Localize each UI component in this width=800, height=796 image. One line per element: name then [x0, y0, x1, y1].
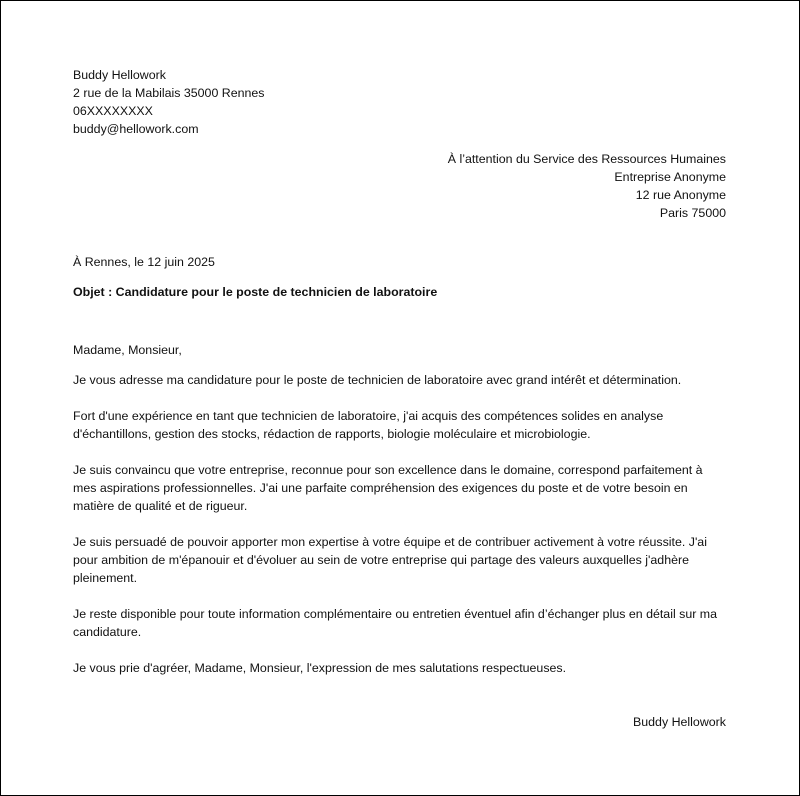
- sender-phone: 06XXXXXXXX: [73, 104, 153, 118]
- sender-address: 2 rue de la Mabilais 35000 Rennes: [73, 86, 265, 100]
- paragraph: Je vous prie d'agréer, Madame, Monsieur, l'expression de mes salutations respectueuses.: [73, 661, 567, 675]
- sender-name: Buddy Hellowork: [73, 68, 166, 82]
- recipient-city: Paris 75000: [659, 206, 726, 220]
- sender-email: buddy@hellowork.com: [73, 122, 199, 136]
- signature: Buddy Hellowork: [633, 715, 726, 729]
- recipient-street: 12 rue Anonyme: [635, 188, 726, 202]
- recipient-company: Entreprise Anonyme: [614, 170, 726, 184]
- recipient-block: [73, 150, 726, 222]
- sender-block: [73, 66, 726, 138]
- date-line: À Rennes, le 12 juin 2025: [73, 255, 215, 269]
- recipient-attention: À l’attention du Service des Ressources Humaines: [447, 152, 726, 166]
- paragraph: Je vous adresse ma candidature pour le poste de technicien de laboratoire avec grand intérêt et détermination.: [73, 373, 682, 387]
- paragraph: Je suis convaincu que votre entreprise, reconnue pour son excellence dans le domaine, correspond parfaitement à mes aspirations professionnelles. J'ai une parfaite compréhension des exigences du poste et de votre besoin en matière de qualité et de rigueur.: [73, 463, 703, 513]
- paragraph: Je reste disponible pour toute information complémentaire ou entretien éventuel afin d’échanger plus en détail sur ma candidature.: [73, 607, 718, 639]
- subject-line: Objet : Candidature pour le poste de technicien de laboratoire: [73, 285, 438, 299]
- greeting: Madame, Monsieur,: [73, 343, 182, 357]
- paragraph: Fort d'une expérience en tant que technicien de laboratoire, j'ai acquis des compétences solides en analyse d'échantillons, gestion des stocks, rédaction de rapports, biologie moléculaire et microbiologie.: [73, 409, 664, 441]
- paragraph: Je suis persuadé de pouvoir apporter mon expertise à votre équipe et de contribuer activement à votre réussite. J'ai pour ambition de m'épanouir et d'évoluer au sein de votre entreprise qui partage des valeurs auxquelles j'adhère pleinement.: [73, 535, 707, 585]
